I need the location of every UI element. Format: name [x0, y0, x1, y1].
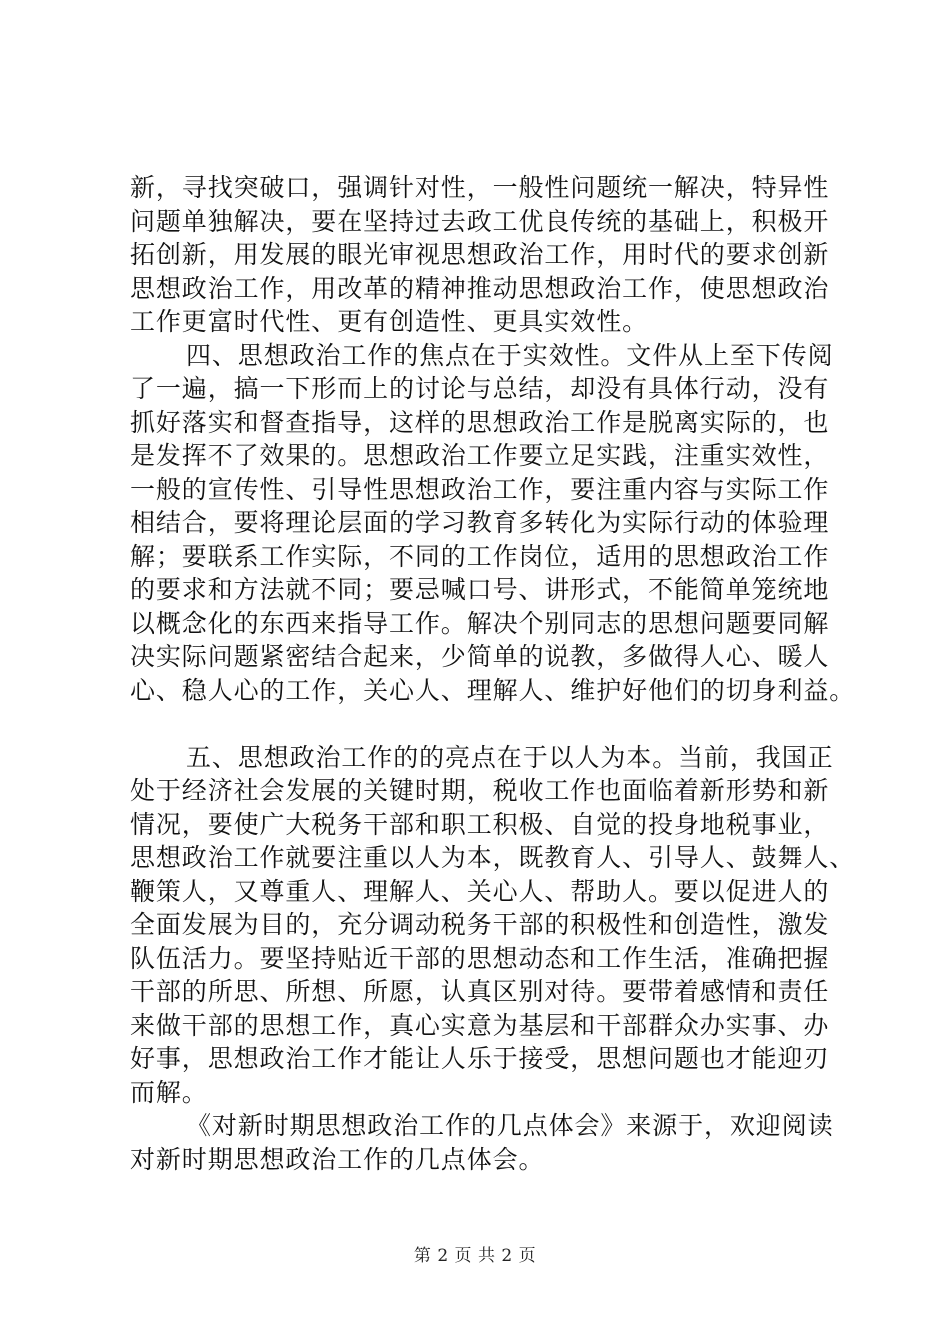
text-line: 五、思想政治工作的的亮点在于以人为本。当前，我国正 [186, 742, 834, 772]
text-line: 拓创新，用发展的眼光审视思想政治工作，用时代的要求创新 [130, 240, 830, 269]
text-line: 抓好落实和督查指导，这样的思想政治工作是脱离实际的，也 [130, 407, 830, 437]
text-line: 来做干部的思想工作，真心实意为基层和干部群众办实事、办 [130, 1010, 830, 1040]
paragraph-spacer [130, 707, 840, 741]
text-line: 相结合，要将理论层面的学习教育多转化为实际行动的体验理 [130, 508, 830, 537]
paragraph-section-five [130, 741, 856, 1110]
text-line: 思想政治工作，用改革的精神推动思想政治工作，使思想政治 [130, 273, 830, 303]
text-line: 工作更富时代性、更有创造性、更具实效性。 [130, 307, 649, 336]
text-line: 了一遍，搞一下形而上的讨论与总结，却没有具体行动，没有 [130, 374, 830, 403]
text-line: 是发挥不了效果的。思想政治工作要立足实践，注重实效性， [130, 441, 830, 470]
text-line: 新，寻找突破口，强调针对性，一般性问题统一解决，特异性 [130, 173, 830, 202]
page-number-footer: 第 2 页 共 2 页 [413, 1246, 537, 1266]
text-line: 全面发展为目的，充分调动税务干部的积极性和创造性，激发 [130, 910, 830, 939]
text-line: 处于经济社会发展的关键时期，税收工作也面临着新形势和新 [130, 776, 830, 805]
text-line: 四、思想政治工作的焦点在于实效性。文件从上至下传阅 [186, 340, 834, 370]
text-line: 问题单独解决，要在坚持过去政工优良传统的基础上，积极开 [130, 206, 830, 236]
document-body [130, 171, 856, 1176]
text-line: 《对新时期思想政治工作的几点体会》来源于，欢迎阅读 [186, 1111, 834, 1140]
text-line: 队伍活力。要坚持贴近干部的思想动态和工作生活，准确把握 [130, 943, 830, 973]
paragraph-section-four [130, 339, 856, 708]
text-line: 而解。 [130, 1077, 208, 1107]
text-line: 解；要联系工作实际，不同的工作岗位，适用的思想政治工作 [130, 541, 830, 571]
text-line: 一般的宣传性、引导性思想政治工作，要注重内容与实际工作 [130, 474, 830, 504]
text-line: 以概念化的东西来指导工作。解决个别同志的思想问题要同解 [130, 608, 830, 638]
text-line: 干部的所思、所想、所愿，认真区别对待。要带着感情和责任 [130, 977, 830, 1006]
text-line: 心、稳人心的工作，关心人、理解人、维护好他们的切身利益。 [130, 675, 856, 705]
paragraph-source-note [130, 1109, 840, 1176]
text-line: 决实际问题紧密结合起来，少简单的说教，多做得人心、暖人 [130, 642, 830, 671]
text-line: 好事，思想政治工作才能让人乐于接受，思想问题也才能迎刃 [130, 1044, 830, 1073]
paragraph-continuation [130, 171, 840, 339]
text-line: 对新时期思想政治工作的几点体会。 [130, 1144, 545, 1174]
text-line: 的要求和方法就不同；要忌喊口号、讲形式，不能简单笼统地 [130, 575, 830, 604]
text-line: 鞭策人，又尊重人、理解人、关心人、帮助人。要以促进人的 [130, 876, 830, 906]
text-line: 情况，要使广大税务干部和职工积极、自觉的投身地税事业， [130, 809, 830, 839]
text-line: 思想政治工作就要注重以人为本，既教育人、引导人、鼓舞人、 [130, 843, 856, 872]
